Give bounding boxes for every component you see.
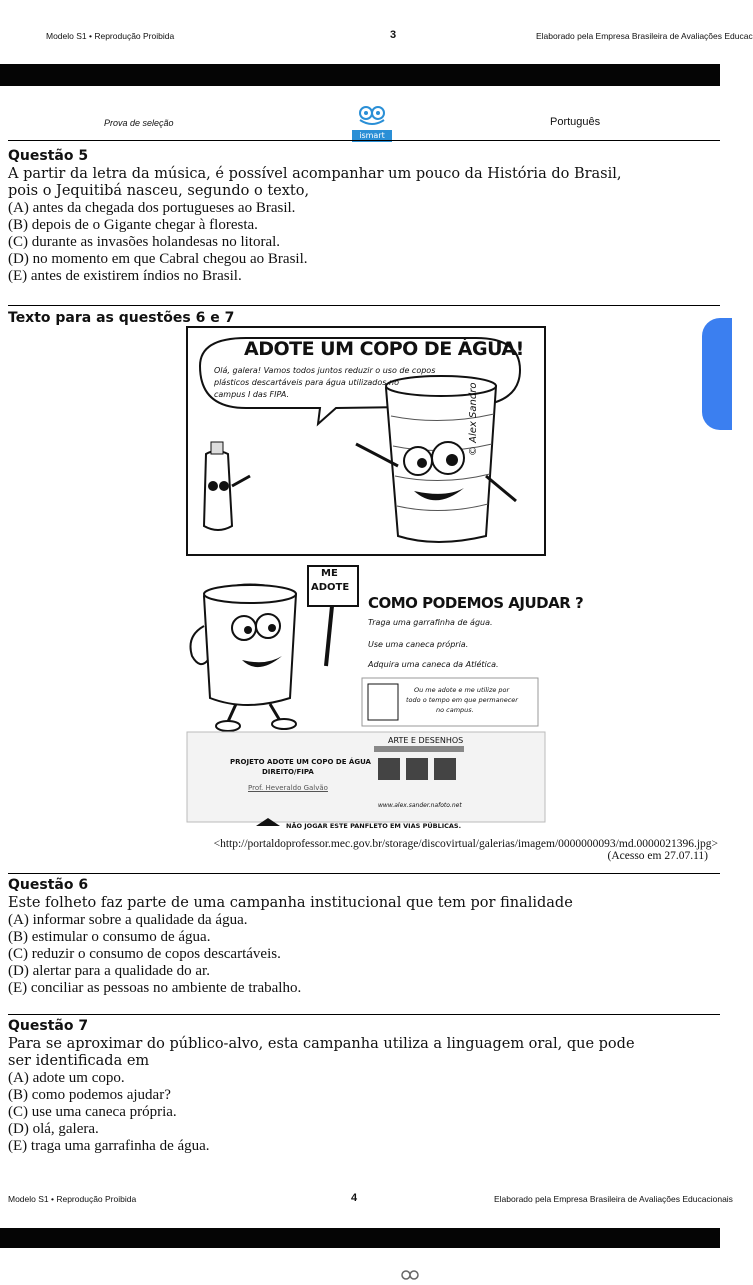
answer-option[interactable]: (E) conciliar as pessoas no ambiente de trabalho. bbox=[8, 980, 302, 996]
text-heading: Texto para as questões 6 e 7 bbox=[8, 310, 235, 326]
answer-option[interactable]: (D) olá, galera. bbox=[8, 1121, 99, 1137]
question-stem: pois o Jequitibá nasceu, segundo o texto, bbox=[8, 183, 310, 199]
question-5 bbox=[8, 148, 718, 285]
sign-text-line1: ME bbox=[321, 568, 338, 579]
section-rule bbox=[8, 1014, 720, 1015]
art-credit-site: www.alex.sander.nafoto.net bbox=[378, 802, 462, 809]
campaign-comic bbox=[186, 326, 584, 834]
answer-option[interactable]: (C) use uma caneca própria. bbox=[8, 1104, 177, 1120]
speech-line: plásticos descartáveis para água utilizados no bbox=[214, 378, 399, 387]
comic-title: ADOTE UM COPO DE ÁGUA! bbox=[244, 338, 524, 360]
project-dept: DIREITO/FIPA bbox=[262, 768, 314, 776]
answer-option[interactable]: (B) depois de o Gigante chegar à floresta. bbox=[8, 217, 258, 233]
flyer-footer-note: NÃO JOGAR ESTE PANFLETO EM VIAS PÚBLICAS. bbox=[286, 822, 462, 830]
question-stem: ser identificada em bbox=[8, 1053, 150, 1069]
question-title: Questão 5 bbox=[8, 148, 89, 164]
answer-option[interactable]: (C) reduzir o consumo de copos descartáveis. bbox=[8, 946, 281, 962]
answer-option[interactable]: (C) durante as invasões holandesas no litoral. bbox=[8, 234, 281, 250]
header-rule bbox=[8, 140, 720, 141]
answer-option[interactable]: (E) traga uma garrafinha de água. bbox=[8, 1138, 210, 1154]
question-stem: A partir da letra da música, é possível acompanhar um pouco da História do Brasil, bbox=[8, 166, 622, 182]
subject-label: Português bbox=[550, 116, 601, 128]
page-separator-bar bbox=[0, 64, 720, 86]
artist-signature: © Alex Sandro bbox=[468, 382, 479, 456]
tip-item: no campus. bbox=[436, 706, 474, 714]
top-running-header bbox=[46, 29, 753, 45]
answer-option[interactable]: (A) adote um copo. bbox=[8, 1070, 125, 1086]
scroll-tab[interactable] bbox=[702, 318, 732, 430]
footer-right-text: Elaborado pela Empresa Brasileira de Avaliações Educacionais bbox=[494, 1194, 733, 1204]
source-url[interactable]: <http://portaldoprofessor.mec.gov.br/storage/discovirtual/galerias/imagem/0000000093/md.0000021396.jpg> bbox=[213, 838, 718, 850]
sign-text-line2: ADOTE bbox=[311, 582, 350, 593]
speech-line: Olá, galera! Vamos todos juntos reduzir o uso de copos bbox=[214, 366, 436, 375]
question-title: Questão 7 bbox=[8, 1018, 89, 1034]
footer-page-number: 4 bbox=[351, 1192, 358, 1204]
project-author: Prof. Heveraldo Galvão bbox=[248, 784, 328, 792]
section-rule bbox=[8, 305, 720, 306]
art-credit-title: ARTE E DESENHOS bbox=[388, 736, 464, 745]
footer-left-text: Modelo S1 • Reprodução Proibida bbox=[8, 1194, 137, 1204]
exam-header bbox=[0, 96, 720, 142]
exam-type-label: Prova de seleção bbox=[104, 118, 174, 128]
answer-option[interactable]: (B) estimular o consumo de água. bbox=[8, 929, 211, 945]
header-page-number: 3 bbox=[390, 29, 397, 41]
project-name: PROJETO ADOTE UM COPO DE ÁGUA bbox=[230, 758, 371, 766]
section-rule bbox=[8, 873, 720, 874]
answer-option[interactable]: (D) alertar para a qualidade do ar. bbox=[8, 963, 210, 979]
question-title: Questão 6 bbox=[8, 877, 89, 893]
question-stem: Para se aproximar do público-alvo, esta campanha utiliza a linguagem oral, que pode bbox=[8, 1036, 635, 1052]
how-to-help-title: COMO PODEMOS AJUDAR ? bbox=[368, 594, 584, 612]
owl-icon bbox=[398, 1267, 422, 1281]
page-separator-bar bbox=[0, 1228, 720, 1248]
tip-item: Ou me adote e me utilize por bbox=[414, 686, 510, 694]
answer-option[interactable]: (E) antes de existirem índios no Brasil. bbox=[8, 268, 242, 284]
speech-line: campus I das FIPA. bbox=[214, 390, 290, 399]
answer-option[interactable]: (B) como podemos ajudar? bbox=[8, 1087, 171, 1103]
answer-option[interactable]: (A) antes da chegada dos portugueses ao Brasil. bbox=[8, 200, 296, 216]
header-left-text: Modelo S1 • Reprodução Proibida bbox=[46, 31, 175, 41]
source-access-date: (Acesso em 27.07.11) bbox=[607, 850, 708, 862]
header-right-text: Elaborado pela Empresa Brasileira de Avaliações Educac bbox=[536, 31, 753, 41]
bottom-running-footer bbox=[8, 1192, 733, 1208]
tip-item: todo o tempo em que permanecer bbox=[406, 696, 518, 704]
logo-text: ismart bbox=[352, 130, 392, 142]
answer-option[interactable]: (A) informar sobre a qualidade da água. bbox=[8, 912, 248, 928]
owl-icon bbox=[352, 104, 392, 126]
ismart-logo bbox=[352, 104, 392, 140]
source-citation bbox=[0, 838, 718, 862]
question-stem: Este folheto faz parte de uma campanha institucional que tem por finalidade bbox=[8, 895, 573, 911]
tip-item: Traga uma garrafinha de água. bbox=[368, 618, 493, 627]
question-6 bbox=[8, 877, 718, 997]
answer-option[interactable]: (D) no momento em que Cabral chegou ao Brasil. bbox=[8, 251, 308, 267]
question-7 bbox=[8, 1018, 718, 1155]
tip-item: Adquira uma caneca da Atlética. bbox=[368, 660, 499, 669]
tip-item: Use uma caneca própria. bbox=[368, 640, 469, 649]
next-page-logo bbox=[398, 1266, 422, 1280]
